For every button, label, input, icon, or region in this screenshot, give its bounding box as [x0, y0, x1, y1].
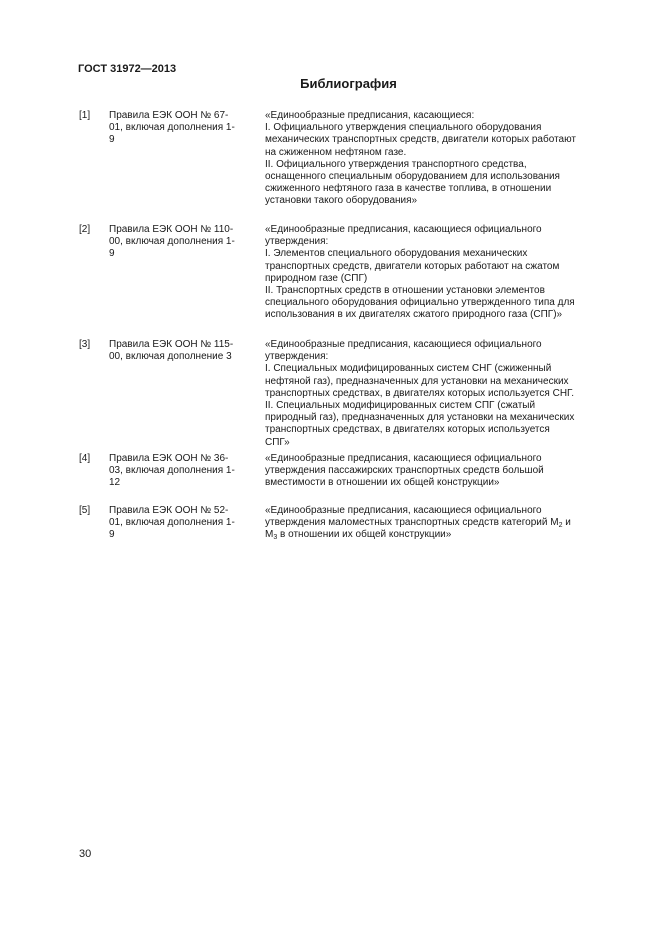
entry-source: Правила ЕЭК ООН № 52- 01, включая дополнения 1- 9 [109, 505, 235, 541]
entry-description: «Единообразные предписания, касающиеся: I. Официального утверждения специального оборудования механических транспортных средств, двигатели которых работают на сжиженном нефтяном газе. II. Официального утверждения транспортного средства, оснащенного специальным оборудованием для использования сжиженного нефтяного газа в качестве топлива, в отношении установки такого оборудования» [265, 110, 576, 207]
entry-source: Правила ЕЭК ООН № 115- 00, включая дополнение 3 [109, 339, 234, 363]
entry-number: [2] [79, 224, 91, 235]
entry-number: [1] [79, 110, 91, 121]
entry-source: Правила ЕЭК ООН № 110- 00, включая дополнения 1- 9 [109, 224, 235, 260]
entry-source: Правила ЕЭК ООН № 36- 03, включая дополнения 1- 12 [109, 453, 235, 489]
entry-source: Правила ЕЭК ООН № 67- 01, включая дополнения 1- 9 [109, 110, 235, 146]
entry-description: «Единообразные предписания, касающиеся официального утверждения: I. Элементов специального оборудования механических транспортных средств, двигатели которых работают на сжатом природном газе (СПГ) II. Транспортных средств в отношении установки элементов специального оборудования официально утвержденного типа для использования в их двигателях сжатого природного газа (СПГ)» [265, 224, 575, 321]
document-header: ГОСТ 31972—2013 [78, 63, 177, 75]
entry-description: «Единообразные предписания, касающиеся официального утверждения пассажирских транспортных средств большой вместимости в отношении их общей конструкции» [265, 453, 544, 489]
entry-number: [4] [79, 453, 91, 464]
entry-description: «Единообразные предписания, касающиеся официального утверждения маломестных транспортных средств категорий $M_2$ и $M_3$ в отношении их общей конструкции» [265, 505, 571, 542]
entry-number: [3] [79, 339, 91, 350]
page-number: 30 [79, 848, 92, 860]
entry-number: [5] [79, 505, 91, 516]
page-title: Библиография [300, 76, 397, 91]
entry-description: «Единообразные предписания, касающиеся официального утверждения: I. Специальных модифицированных систем СНГ (сжиженный нефтяной газ), предназначенных для установки на механических транспортных средствах, в двигателях которых используется СНГ. II. Специальных модифицированных систем СПГ (сжатый природный газ), предназначенных для установки на механических транспортных средствах, в двигателях которых используется СПГ» [265, 339, 575, 448]
